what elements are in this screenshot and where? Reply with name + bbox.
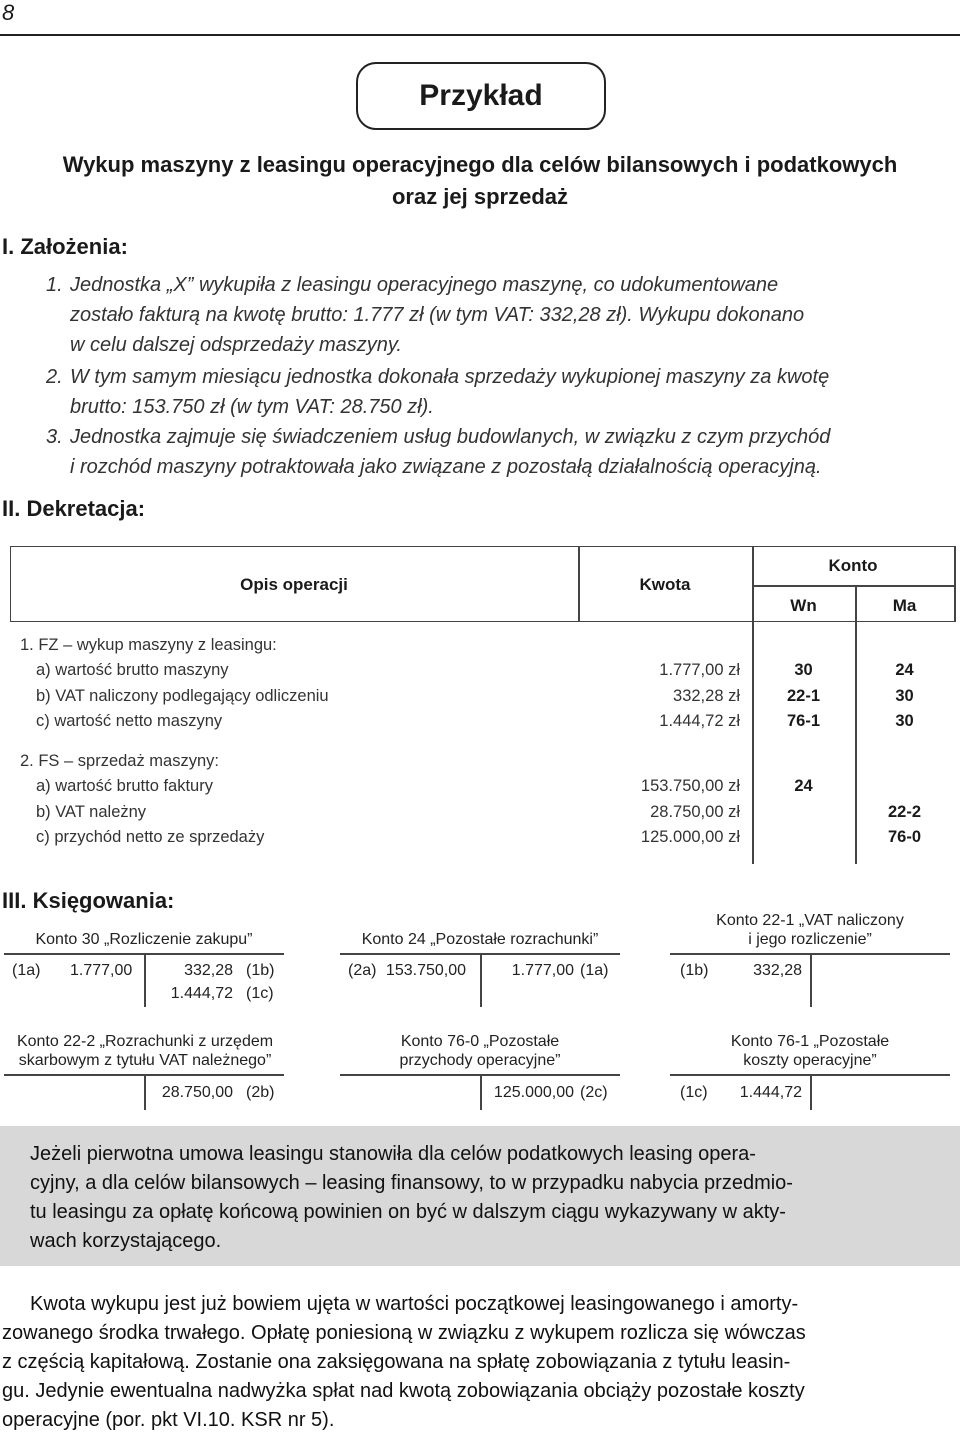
table-row-ma: 30	[895, 687, 914, 705]
closing-line: gu. Jedynie ewentualna nadwyżka spłat nad kwotą zobowiązania obciąży pozostałe koszty	[2, 1380, 805, 1402]
table-row-wn: 22-1	[786, 687, 821, 705]
t-account-title: koszty operacyjne”	[743, 1052, 877, 1069]
group-1-title: 1. FZ – wykup maszyny z leasingu:	[20, 636, 277, 654]
t-account-entry: (2c)	[580, 1084, 608, 1101]
t-account-entry: 125.000,00	[493, 1084, 574, 1101]
closing-line: z częścią kapitałową. Zostanie ona zaksięgowana na spłatę zobowiązania z tytułu leasin-	[2, 1351, 791, 1373]
example-label: Przykład	[419, 79, 543, 112]
t-account-entry: (1b)	[246, 962, 275, 979]
table-row-desc: a) wartość brutto maszyny	[36, 661, 229, 679]
table-row-amount: 1.777,00 zł	[659, 661, 740, 679]
item-1-line-3: w celu dalszej odsprzedaży maszyny.	[70, 334, 402, 356]
item-3-line-1: Jednostka zajmuje się świadczeniem usług budowlanych, w związku z czym przychód	[70, 426, 831, 448]
item-2-line-2: brutto: 153.750 zł (w tym VAT: 28.750 zł).	[70, 396, 434, 418]
table-row-amount: 28.750,00 zł	[650, 803, 740, 821]
table-row-amount: 332,28 zł	[673, 687, 740, 705]
t-account-title: przychody operacyjne”	[399, 1052, 561, 1069]
t-account-entry: 1.444,72	[739, 1084, 802, 1101]
t-account-rule	[810, 1074, 812, 1110]
title-line-1: Wykup maszyny z leasingu operacyjnego dla celów bilansowych i podatkowych	[62, 152, 898, 177]
table-row-desc: c) wartość netto maszyny	[36, 712, 223, 730]
header-account: Konto	[828, 556, 878, 575]
t-account-entry: (1a)	[12, 962, 41, 979]
t-account-entry: 1.777,00	[70, 962, 133, 979]
table-row-desc: b) VAT naliczony podlegający odliczeniu	[36, 687, 329, 705]
header-wn: Wn	[790, 596, 817, 615]
table-row-amount: 1.444,72 zł	[659, 712, 740, 730]
item-1-number: 1.	[46, 274, 63, 296]
group-2-title: 2. FS – sprzedaż maszyny:	[20, 752, 219, 770]
t-account-entry: 332,28	[753, 962, 802, 979]
t-account-title: Konto 76-1 „Pozostałe	[730, 1033, 890, 1050]
item-1-line-2: zostało fakturą na kwotę brutto: 1.777 zł (w tym VAT: 332,28 zł). Wykupu dokonano	[70, 304, 805, 326]
t-account-title: Konto 22-1 „VAT naliczony	[716, 912, 904, 929]
section-2-heading: II. Dekretacja:	[2, 496, 146, 521]
note-line: cyjny, a dla celów bilansowych – leasing finansowy, to w przypadku nabycia przedmio-	[30, 1172, 793, 1194]
closing-line: Kwota wykupu jest już bowiem ujęta w wartości początkowej leasingowanego i amorty-	[30, 1293, 799, 1315]
table-row-ma: 22-2	[887, 803, 922, 821]
closing-line: operacyjne (por. pkt VI.10. KSR nr 5).	[2, 1409, 335, 1431]
t-account-entry: 28.750,00	[161, 1084, 233, 1101]
t-account-entry: 1.777,00	[511, 962, 574, 979]
item-2-line-1: W tym samym miesiącu jednostka dokonała sprzedaży wykupionej maszyny za kwotę	[70, 366, 830, 388]
item-3-line-2: i rozchód maszyny potraktowała jako związane z pozostałą działalnością operacyjną.	[70, 456, 822, 478]
t-account-title: Konto 22-2 „Rozrachunki z urzędem	[16, 1033, 274, 1050]
header-desc: Opis operacji	[240, 575, 348, 594]
table-row-desc: c) przychód netto ze sprzedaży	[36, 828, 265, 846]
t-account-entry: (1b)	[680, 962, 709, 979]
section-3-title: Księgowania:	[32, 888, 175, 913]
top-rule	[0, 34, 960, 36]
title-line-2: oraz jej sprzedaż	[391, 184, 569, 209]
t-account-title: Konto 76-0 „Pozostałe	[400, 1033, 560, 1050]
table-row-amount: 153.750,00 zł	[640, 777, 740, 795]
t-account-title: Konto 24 „Pozostałe rozrachunki”	[361, 931, 599, 948]
note-line: wach korzystającego.	[30, 1230, 222, 1252]
t-account-rule	[144, 953, 146, 1007]
page-number: 8	[2, 0, 15, 25]
note-line: tu leasingu za opłatę końcową powinien on być w dalszym ciągu wykazywany w akty-	[30, 1201, 786, 1223]
t-account-rule	[144, 1074, 146, 1110]
t-account-rule	[480, 953, 482, 1007]
section-1-heading: I. Założenia:	[2, 234, 128, 259]
item-3-number: 3.	[46, 426, 63, 448]
table-row-desc: a) wartość brutto faktury	[36, 777, 213, 795]
table-row-amount: 125.000,00 zł	[640, 828, 740, 846]
t-account-title: Konto 30 „Rozliczenie zakupu”	[35, 931, 253, 948]
table-row-wn: 76-1	[786, 712, 821, 730]
header-ma: Ma	[892, 596, 917, 615]
t-account-entry: 332,28	[184, 962, 233, 979]
item-2-number: 2.	[46, 366, 63, 388]
t-account-entry: 1.444,72	[170, 985, 233, 1002]
item-1-line-1: Jednostka „X” wykupiła z leasingu operacyjnego maszynę, co udokumentowane	[70, 274, 779, 296]
header-amount: Kwota	[639, 575, 691, 594]
table-row-desc: b) VAT należny	[36, 803, 147, 821]
closing-line: zowanego środka trwałego. Opłatę poniesioną w związku z wykupem rozlicza się wówczas	[2, 1322, 806, 1344]
t-account-entry: (1c)	[680, 1084, 708, 1101]
table-row-wn: 30	[794, 661, 813, 679]
t-account-entry: (1a)	[580, 962, 609, 979]
section-3-heading	[2, 888, 174, 914]
section-3-number: III.	[2, 888, 27, 913]
t-account-rule	[810, 953, 812, 1007]
t-account-rule	[480, 1074, 482, 1110]
table-divider	[954, 546, 956, 622]
t-account-title: skarbowym z tytułu VAT należnego”	[18, 1052, 272, 1069]
t-account-entry: 153.750,00	[385, 962, 466, 979]
table-row-ma: 76-0	[887, 828, 922, 846]
table-divider	[752, 585, 955, 587]
t-account-title: i jego rozliczenie”	[748, 931, 872, 948]
example-box	[356, 62, 606, 130]
table-row-ma: 24	[895, 661, 914, 679]
t-account-entry: (2b)	[246, 1084, 275, 1101]
table-row-wn: 24	[794, 777, 813, 795]
t-account-entry: (1c)	[246, 985, 274, 1002]
table-row-ma: 30	[895, 712, 914, 730]
note-line: Jeżeli pierwotna umowa leasingu stanowiła dla celów podatkowych leasing opera-	[30, 1143, 756, 1165]
t-account-entry: (2a)	[348, 962, 377, 979]
